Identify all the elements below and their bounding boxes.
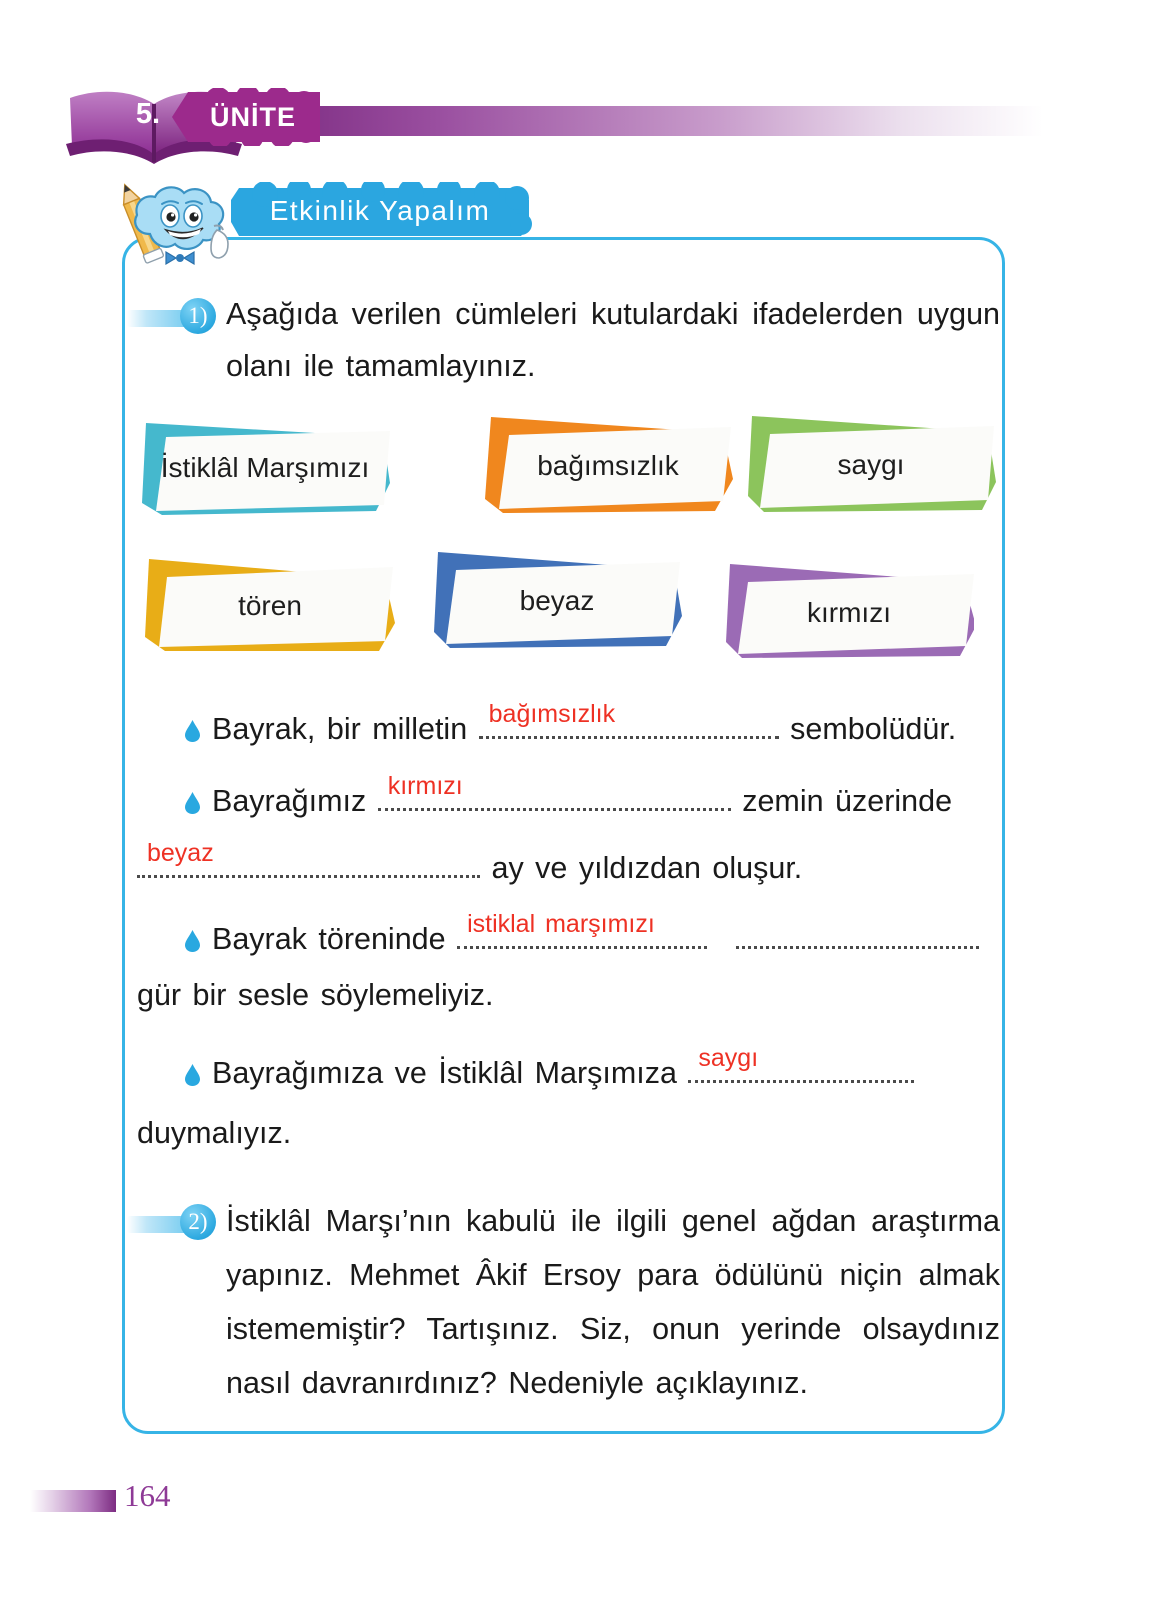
word-box-label: beyaz [519,585,595,616]
fill-blank-sentence-4 [185,910,979,959]
unit-number: 5. [135,98,161,130]
word-box-beyaz[interactable] [432,548,682,648]
sentence-4-before: Bayrak töreninde [212,922,446,956]
sentence-1-before: Bayrak, bir milletin [212,712,468,746]
sentence-6-before: Bayrağımıza ve İstiklâl Marşımıza [212,1056,677,1090]
sentence-4-answer: istiklal marşımızı [467,910,655,938]
sentence-3-after: ay ve yıldızdan oluşur. [491,851,803,885]
question-1-text: Aşağıda verilen cümleleri kutulardaki ifadelerden uygun olanı ile tamamlayınız. [226,297,1000,383]
cloud-mascot-with-pencil-icon [104,172,264,284]
sentence-7-after: duymalıyız. [137,1116,292,1150]
fill-blank-sentence-1 [185,700,957,749]
sentence-5-after: gür bir sesle söylemeliyiz. [137,978,494,1012]
sentence-1-after: sembolüdür. [790,712,957,746]
sentence-3-blank[interactable] [137,839,480,878]
word-box-label: tören [238,590,302,621]
activity-banner-label: Etkinlik Yapalım [269,195,491,226]
sentence-2-after: zemin üzerinde [742,784,953,818]
fill-blank-sentence-6 [185,1044,914,1093]
sentence-1-answer: bağımsızlık [488,700,616,728]
water-drop-bullet-icon [185,792,200,814]
question-1-block [128,296,1000,392]
fill-blank-sentence-7 [137,1113,291,1153]
question-1-marker: 1) [180,298,216,334]
header-gradient-bar [268,106,1043,136]
sentence-6-answer: saygı [698,1044,759,1072]
word-box-label: İstiklâl Marşımızı [160,452,370,483]
word-box-label: saygı [837,449,905,480]
water-drop-bullet-icon [185,720,200,742]
fill-blank-sentence-3 [137,839,803,888]
sentence-6-blank[interactable] [688,1044,914,1083]
fill-blank-sentence-2 [185,772,953,821]
sentence-4-blank-b[interactable] [736,916,979,949]
sentence-3-answer: beyaz [147,839,214,867]
word-box-kirmizi[interactable] [724,560,974,660]
water-drop-bullet-icon [185,1064,200,1086]
question-2-text: İstiklâl Marşı’nın kabulü ile ilgili genel ağdan araştırma yapınız. Mehmet Âkif Ersoy para ödülünü niçin almak istememiştir? Tartışınız. Siz, onun yerinde olsaydınız nasıl davranırdınız? Nedeniyle açıklayınız. [226,1204,1000,1400]
water-drop-bullet-icon [185,930,200,952]
sentence-4-blank-a[interactable] [457,910,707,949]
footer-gradient-bar [30,1490,116,1512]
fill-blank-sentence-5 [137,975,493,1015]
sentence-2-before: Bayrağımız [212,784,367,818]
word-box-saygi[interactable] [746,412,996,512]
sentence-2-blank[interactable] [378,772,731,811]
sentence-2-answer: kırmızı [387,772,463,800]
word-box-label: bağımsızlık [537,450,679,481]
page-number: 164 [124,1478,171,1513]
question-2-marker: 2) [180,1204,216,1240]
word-box-toren[interactable] [145,553,395,653]
word-box-bagimsizlik[interactable] [483,413,733,513]
sentence-1-blank[interactable] [479,700,779,739]
word-box-istiklal-marsimizi[interactable] [140,415,390,515]
word-box-label: kırmızı [807,597,891,628]
unit-header [0,0,1162,170]
unit-label: ÜNİTE [210,101,296,132]
question-2-block [128,1202,1000,1410]
